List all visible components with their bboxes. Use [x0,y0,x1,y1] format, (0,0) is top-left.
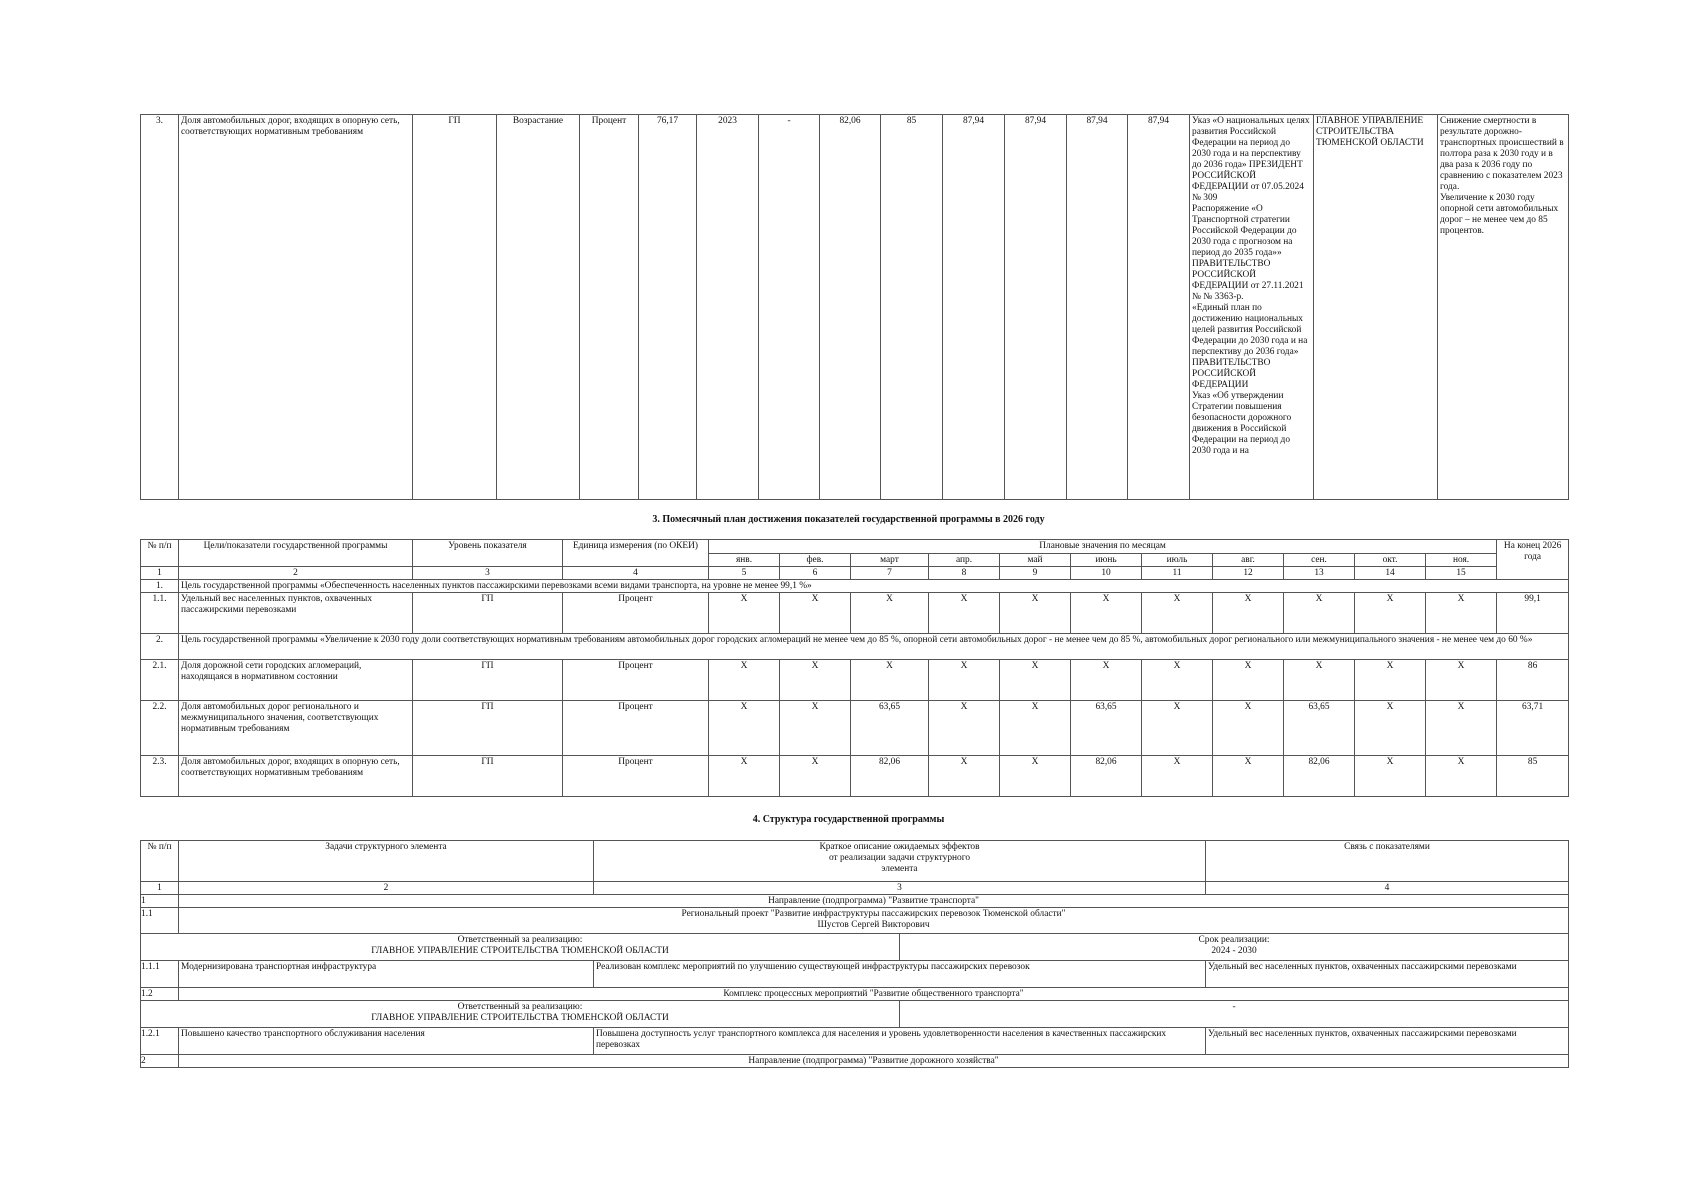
month-value: X [1284,593,1355,634]
task-cell: Повышено качество транспортного обслуживания населения [179,1028,594,1055]
month-value: X [1142,701,1213,756]
term-label: Срок реализации: [1198,935,1270,945]
goal-text: Цель государственной программы «Увеличение к 2030 году доли соответствующих нормативным требованиям автомобильных дорог городских агломераций не менее чем до 85 %, опорной сети автомобильных дорог - не менее чем до 85 %, автомобильных дорог регионального или межмуниципального значения - не менее чем до 60 %» [179,634,1569,660]
month-value: X [1213,660,1284,701]
col-number: 7 [851,567,929,580]
header-num: № п/п [141,841,179,882]
col-number: 9 [1000,567,1071,580]
table-row [141,593,1569,634]
col-number: 12 [1213,567,1284,580]
row-number: 2.1. [141,660,179,701]
direction-text: Направление (подпрограмма) "Развитие дорожного хозяйства" [179,1055,1569,1068]
link-cell: Удельный вес населенных пунктов, охваченных пассажирскими перевозками [1206,1028,1569,1055]
col-number: 4 [1206,882,1569,895]
col-number: 6 [780,567,851,580]
indicator-name: Доля дорожной сети городских агломераций, находящаяся в нормативном состоянии [179,660,413,701]
month-value: X [1000,593,1071,634]
month-value: X [780,593,851,634]
project-title: Региональный проект "Развитие инфраструктуры пассажирских перевозок Тюменской области" [681,909,1066,919]
row-number: 1.2 [141,988,179,1001]
project-row [141,988,1569,1001]
responsible-cell [141,1001,900,1028]
month-value: X [1142,593,1213,634]
month-value: X [929,660,1000,701]
responsible-cell: ГЛАВНОЕ УПРАВЛЕНИЕ СТРОИТЕЛЬСТВА ТЮМЕНСКОЙ ОБЛАСТИ [1314,115,1438,500]
link-cell: Удельный вес населенных пунктов, охваченных пассажирскими перевозками [1206,961,1569,988]
month-value: X [709,660,780,701]
responsible-value: ГЛАВНОЕ УПРАВЛЕНИЕ СТРОИТЕЛЬСТВА ТЮМЕНСКОЙ ОБЛАСТИ [371,1013,669,1023]
header-num: № п/п [141,540,179,567]
table-row [141,756,1569,797]
month-header: авг. [1213,554,1284,567]
col-number: 15 [1426,567,1497,580]
indicator-level: ГП [413,701,563,756]
base-year: 2023 [697,115,759,500]
term-value: - [1232,1002,1236,1012]
month-value: X [1426,756,1497,797]
effect-cell: Повышена доступность услуг транспортного комплекса для населения и уровень удовлетворенности населения в качественных пассажирских перевозках [594,1028,1206,1055]
monthly-plan-table [140,539,1569,797]
header-link-text: Связь с показателями [1344,842,1430,852]
month-value: X [851,660,929,701]
month-value: 82,06 [1284,756,1355,797]
col-number: 13 [1284,567,1355,580]
header-level: Уровень показателя [413,540,563,567]
header-tasks: Задачи структурного элемента [179,841,594,882]
header-end: На конец 2026 года [1497,540,1569,580]
row-number: 1.1. [141,593,179,634]
indicator-name: Удельный вес населенных пунктов, охваченных пассажирскими перевозками [179,593,413,634]
month-header: март [851,554,929,567]
program-structure-table [140,840,1569,1068]
month-value: X [1355,660,1426,701]
direction-row [141,895,1569,908]
month-value: X [1000,756,1071,797]
month-value: X [709,593,780,634]
table-row [141,115,1569,500]
table-row [141,1028,1569,1055]
month-value: X [1426,593,1497,634]
column-numbers-row [141,567,1569,580]
month-header: май [1000,554,1071,567]
documents-cell: Указ «О национальных целях развития Российской Федерации на период до 2030 года и на перспективу до 2036 года» ПРЕЗИДЕНТ РОССИЙСКОЙ ФЕДЕРАЦИИ от 07.05.2024 № 309 Распоряжение «О Транспортной стратегии Российской Федерации до 2030 года с прогнозом на период до 2035 года»» ПРАВИТЕЛЬСТВО РОССИЙСКОЙ ФЕДЕРАЦИИ от 27.11.2021 № № 3363-р. «Единый план по достижению национальных целей развития Российской Федерации до 2030 года и на перспективу до 2036 года» ПРАВИТЕЛЬСТВО РОССИЙСКОЙ ФЕДЕРАЦИИ Указ «Об утверждении Стратегии повышения безопасности дорожного движения в Российской Федерации на период до 2030 года и на [1190,115,1314,500]
month-value: X [709,756,780,797]
term-cell [900,934,1569,961]
term-cell [900,1001,1569,1028]
month-value: X [1213,701,1284,756]
month-header: апр. [929,554,1000,567]
task-cell: Модернизирована транспортная инфраструктура [179,961,594,988]
month-value: X [851,593,929,634]
year-end-value: 63,71 [1497,701,1569,756]
month-value: X [1142,756,1213,797]
header-row [141,540,1569,554]
col-number: 3 [413,567,563,580]
link-cell: Снижение смертности в результате дорожно-транспортных происшествий в полтора раза к 2030 году и в два раза к 2036 году по сравнению с показателем 2023 года. Увеличение к 2030 году опорной сети автомобильных дорог – не менее чем до 85 процентов. [1438,115,1569,500]
indicator-table-continued [140,114,1569,500]
value-cell: 87,94 [1067,115,1128,500]
month-value: X [780,660,851,701]
header-row [141,841,1569,882]
indicator-level: ГП [413,756,563,797]
value-cell: 87,94 [1128,115,1190,500]
indicator-unit: Процент [563,660,709,701]
indicator-name: Доля автомобильных дорог регионального и межмуниципального значения, соответствующих нормативным требованиям [179,701,413,756]
responsible-cell [141,934,900,961]
base-value: 76,17 [639,115,697,500]
responsible-row [141,1001,1569,1028]
project-person: Шустов Сергей Викторович [817,920,930,930]
direction-text: Направление (подпрограмма) "Развитие транспорта" [179,895,1569,908]
col-number: 8 [929,567,1000,580]
month-header: июнь [1071,554,1142,567]
month-value: X [1071,593,1142,634]
month-value: 82,06 [851,756,929,797]
indicator-unit: Процент [563,756,709,797]
col-number: 2 [179,567,413,580]
month-value: X [1426,701,1497,756]
project-title: Комплекс процессных мероприятий "Развитие общественного транспорта" [179,988,1569,1001]
year-end-value: 85 [1497,756,1569,797]
responsible-label: Ответственный за реализацию: [457,1002,583,1012]
project-cell [179,908,1569,934]
col-number: 4 [563,567,709,580]
value-cell: 82,06 [820,115,881,500]
header-effects-text: Краткое описание ожидаемых эффектов от реализации задачи структурного элемента [819,842,980,874]
value-cell: - [759,115,820,500]
month-header: янв. [709,554,780,567]
col-number: 10 [1071,567,1142,580]
responsible-label: Ответственный за реализацию: [457,935,583,945]
year-end-value: 86 [1497,660,1569,701]
month-header: июль [1142,554,1213,567]
indicator-unit: Процент [580,115,639,500]
month-value: X [1142,660,1213,701]
month-value: 63,65 [851,701,929,756]
col-number: 11 [1142,567,1213,580]
header-goals: Цели/показатели государственной программы [179,540,413,567]
month-value: X [1284,660,1355,701]
year-end-value: 99,1 [1497,593,1569,634]
month-header: ноя. [1426,554,1497,567]
goal-text: Цель государственной программы «Обеспеченность населенных пунктов пассажирскими перевозками всеми видами транспорта, на уровне не менее 99,1 %» [179,580,1569,593]
month-value: X [780,701,851,756]
indicator-name: Доля автомобильных дорог, входящих в опорную сеть, соответствующих нормативным требованиям [179,115,413,500]
table-row [141,961,1569,988]
month-value: 63,65 [1284,701,1355,756]
section-3-title: 3. Помесячный план достижения показателей государственной программы в 2026 году [652,514,1045,525]
header-effects [594,841,1206,882]
month-header: фев. [780,554,851,567]
column-numbers-row [141,882,1569,895]
row-number: 1.1.1 [141,961,179,988]
goal-row [141,634,1569,660]
responsible-value: ГЛАВНОЕ УПРАВЛЕНИЕ СТРОИТЕЛЬСТВА ТЮМЕНСКОЙ ОБЛАСТИ [371,946,669,956]
month-value: 63,65 [1071,701,1142,756]
value-cell: 87,94 [943,115,1005,500]
month-value: X [929,756,1000,797]
goal-number: 2. [141,634,179,660]
indicator-level: ГП [413,593,563,634]
header-plan: Плановые значения по месяцам [709,540,1497,554]
month-value: X [1213,756,1284,797]
col-number: 14 [1355,567,1426,580]
row-number: 1.2.1 [141,1028,179,1055]
month-value: X [929,593,1000,634]
row-number: 1 [141,895,179,908]
row-number: 2.2. [141,701,179,756]
month-value: X [1355,701,1426,756]
direction-row [141,1055,1569,1068]
month-value: X [1071,660,1142,701]
value-cell: 87,94 [1005,115,1067,500]
term-value: 2024 - 2030 [1211,946,1257,956]
row-number: 2 [141,1055,179,1068]
indicator-unit: Процент [563,701,709,756]
month-value: X [1000,701,1071,756]
month-value: X [929,701,1000,756]
value-cell: 85 [881,115,943,500]
col-number: 1 [141,567,179,580]
indicator-unit: Процент [563,593,709,634]
month-value: 82,06 [1071,756,1142,797]
effect-cell: Реализован комплекс мероприятий по улучшению существующей инфраструктуры пассажирских перевозок [594,961,1206,988]
header-unit: Единица измерения (по ОКЕИ) [563,540,709,567]
goal-number: 1. [141,580,179,593]
month-header: сен. [1284,554,1355,567]
row-number: 1.1 [141,908,179,934]
col-number: 5 [709,567,780,580]
table-row [141,701,1569,756]
indicator-level: ГП [413,660,563,701]
month-value: X [709,701,780,756]
section-4-title: 4. Структура государственной программы [752,814,945,825]
project-row [141,908,1569,934]
row-number: 2.3. [141,756,179,797]
row-number: 3. [141,115,179,500]
month-value: X [1355,756,1426,797]
header-link [1206,841,1569,882]
indicator-trend: Возрастание [497,115,580,500]
month-value: X [1355,593,1426,634]
month-value: X [780,756,851,797]
col-number: 3 [594,882,1206,895]
responsible-row [141,934,1569,961]
month-value: X [1426,660,1497,701]
month-header: окт. [1355,554,1426,567]
month-value: X [1000,660,1071,701]
indicator-level: ГП [413,115,497,500]
col-number: 1 [141,882,179,895]
table-row [141,660,1569,701]
col-number: 2 [179,882,594,895]
goal-row [141,580,1569,593]
indicator-name: Доля автомобильных дорог, входящих в опорную сеть, соответствующих нормативным требованиям [179,756,413,797]
month-value: X [1213,593,1284,634]
